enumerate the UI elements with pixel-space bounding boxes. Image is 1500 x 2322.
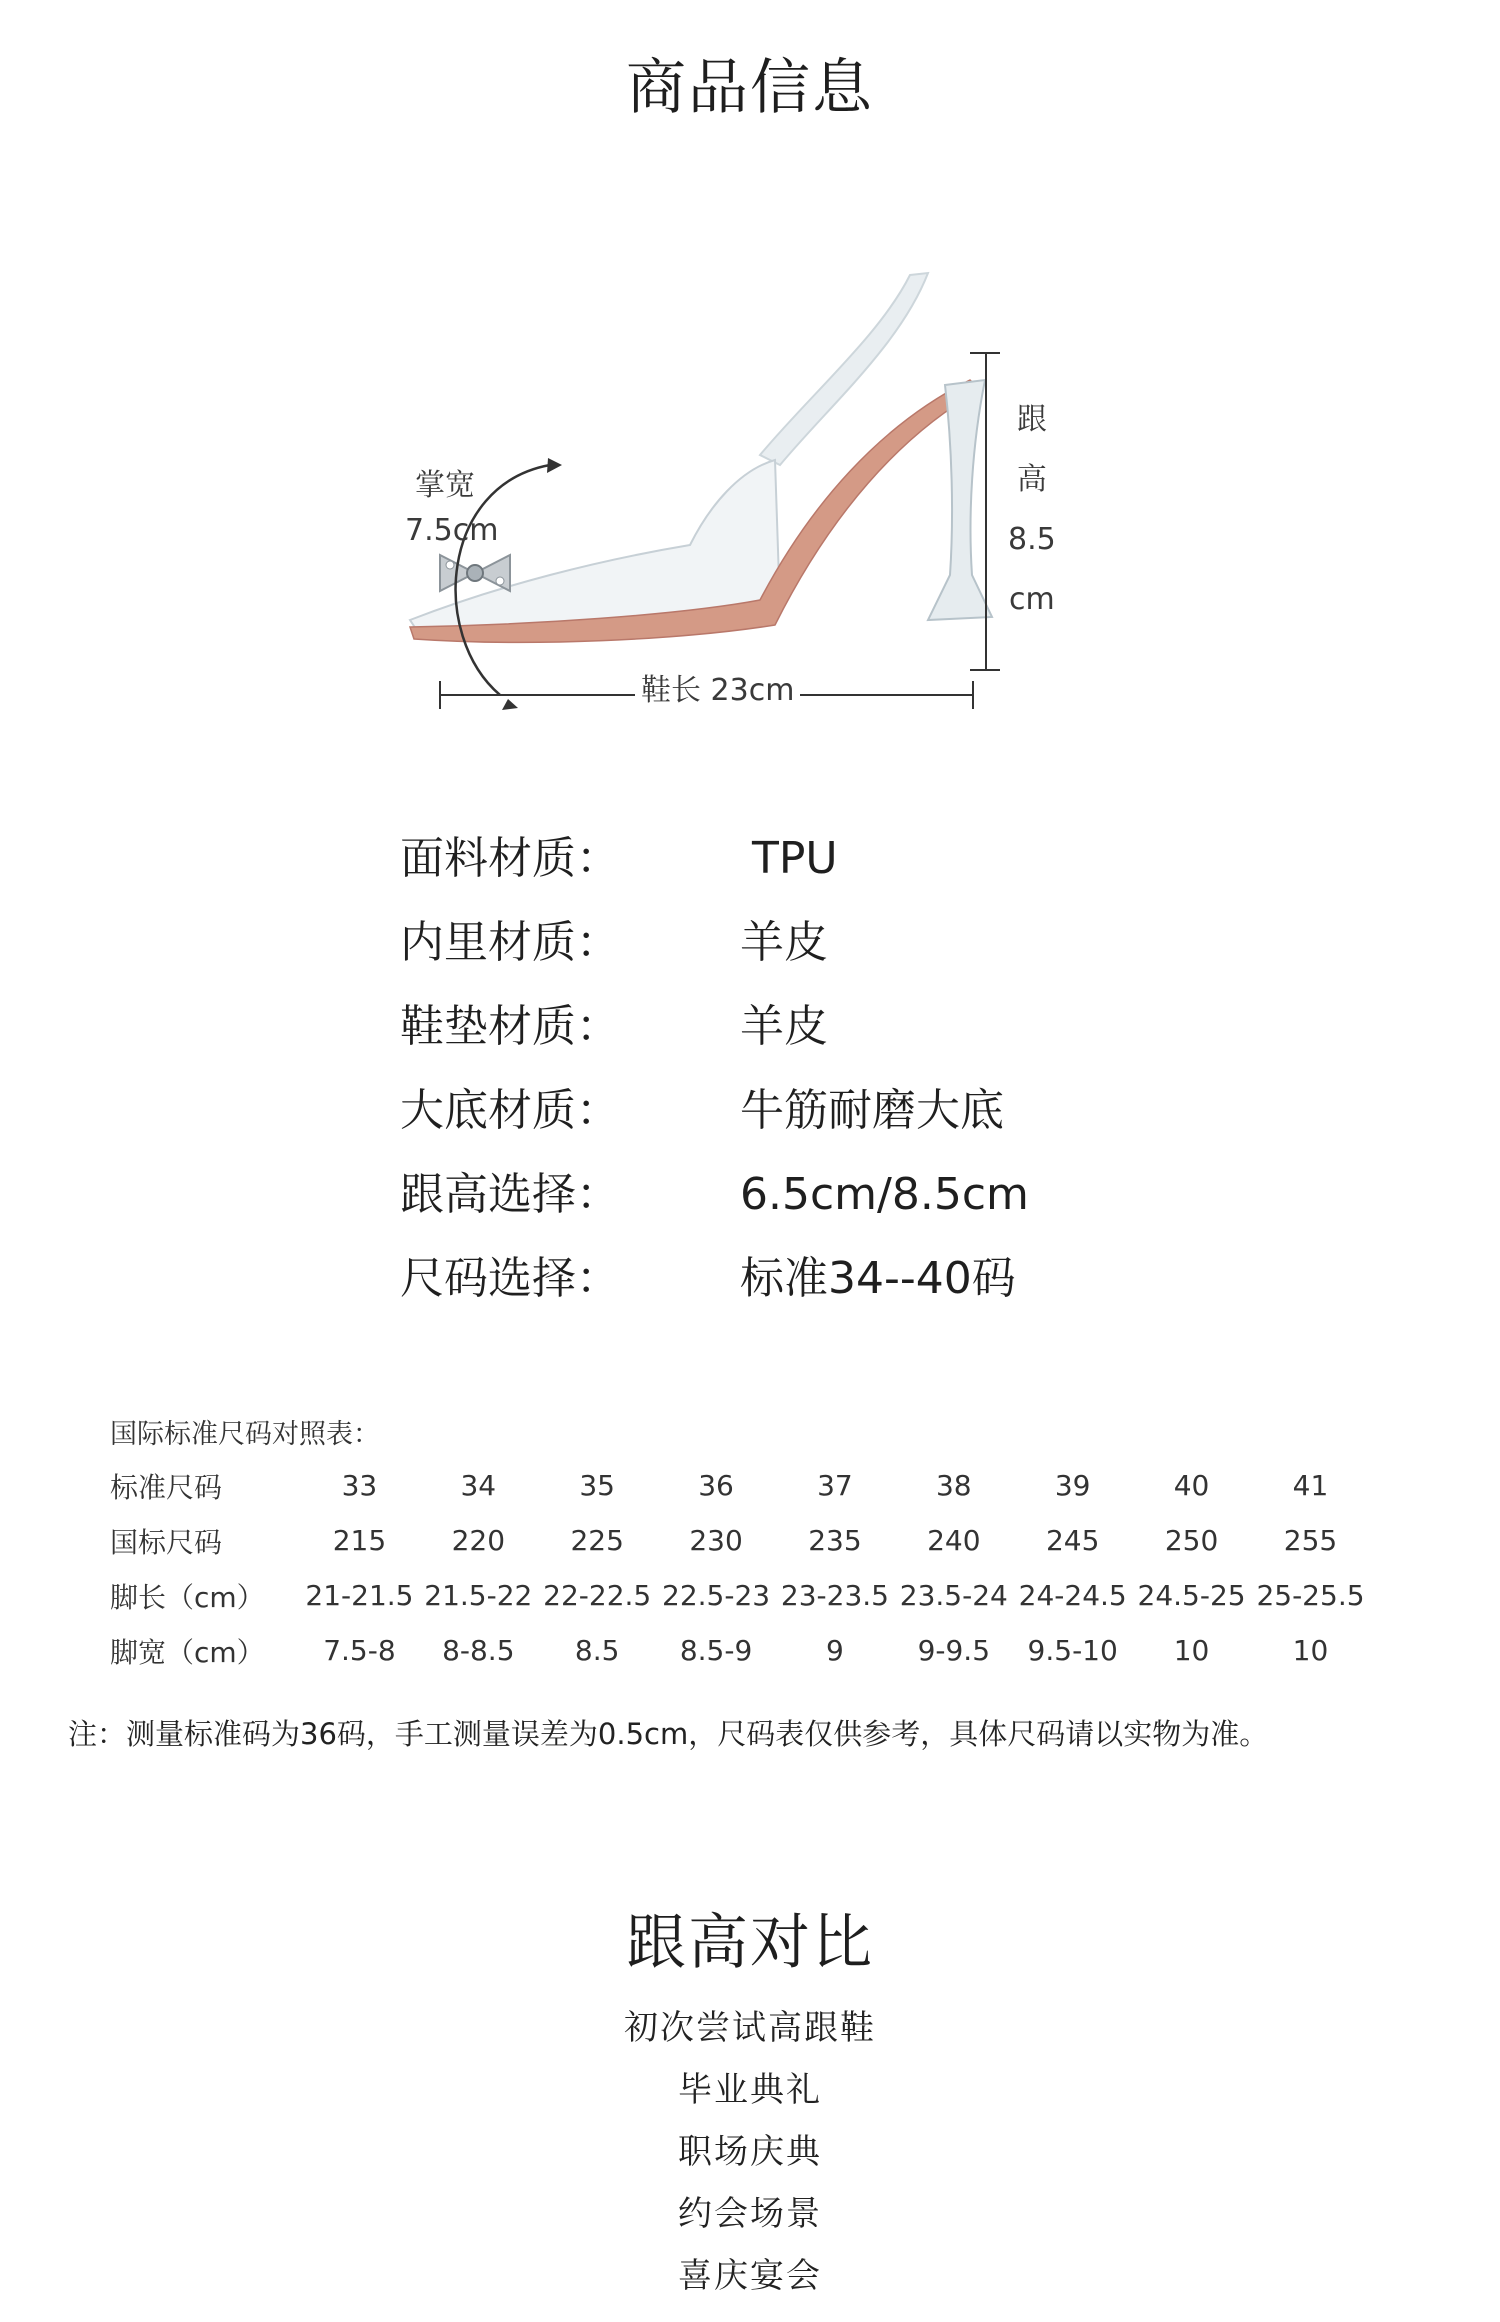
row-header: 国标尺码 xyxy=(110,1525,223,1559)
page-title: 商品信息 xyxy=(626,53,874,123)
spec-row xyxy=(400,906,828,970)
table-cell: 8-8.5 xyxy=(442,1634,515,1667)
table-cell: 8.5 xyxy=(574,1634,620,1667)
spec-value: 羊皮 xyxy=(740,1001,828,1052)
crystal-bow-icon xyxy=(440,555,510,591)
table-cell: 23.5-24 xyxy=(899,1579,1008,1612)
table-cell: 255 xyxy=(1283,1524,1338,1557)
table-cell: 9 xyxy=(826,1634,844,1667)
heel-label-char: 高 xyxy=(1016,462,1047,497)
spec-value: 牛筋耐磨大底 xyxy=(740,1085,1004,1136)
table-cell: 230 xyxy=(689,1524,743,1557)
occasion-item: 毕业典礼 xyxy=(678,2070,822,2110)
table-cell: 250 xyxy=(1164,1524,1219,1557)
table-row xyxy=(100,1458,1370,1513)
table-cell: 9.5-10 xyxy=(1027,1634,1118,1667)
spec-label: 面料材质： xyxy=(400,833,620,884)
table-cell: 240 xyxy=(927,1524,981,1557)
spec-row xyxy=(400,1158,1029,1222)
row-header: 脚宽（cm） xyxy=(110,1635,265,1669)
table-cell: 10 xyxy=(1173,1634,1210,1667)
spec-value: 羊皮 xyxy=(740,917,828,968)
table-cell: 38 xyxy=(935,1469,972,1502)
table-cell: 220 xyxy=(451,1524,506,1557)
occasion-item: 约会场景 xyxy=(678,2194,822,2234)
table-cell: 245 xyxy=(1045,1524,1100,1557)
spec-row xyxy=(400,990,828,1054)
palm-width-label-line2: 7.5cm xyxy=(405,513,499,548)
spec-row xyxy=(400,1074,1004,1138)
occasion-item: 喜庆宴会 xyxy=(678,2256,822,2296)
table-cell: 9-9.5 xyxy=(917,1634,991,1667)
table-cell: 10 xyxy=(1292,1634,1329,1667)
table-cell: 23-23.5 xyxy=(780,1579,889,1612)
table-cell: 39 xyxy=(1054,1469,1091,1502)
table-cell: 215 xyxy=(332,1524,387,1557)
spec-label: 鞋垫材质： xyxy=(400,1001,620,1052)
heel-label-char: 跟 xyxy=(1016,402,1047,437)
table-cell: 235 xyxy=(808,1524,862,1557)
heel-height-label xyxy=(1008,390,1056,630)
row-header: 标准尺码 xyxy=(110,1470,223,1504)
table-cell: 22.5-23 xyxy=(662,1579,771,1612)
spec-label: 内里材质： xyxy=(400,917,620,968)
spec-label: 跟高选择： xyxy=(400,1169,620,1220)
spec-value: 标准34--40码 xyxy=(740,1253,1016,1304)
table-row xyxy=(100,1568,1370,1623)
table-cell: 24.5-25 xyxy=(1137,1579,1246,1612)
shoe-dimension-figure xyxy=(380,255,1120,715)
occasion-item: 职场庆典 xyxy=(678,2132,822,2172)
size-chart-table xyxy=(100,1458,1370,1678)
table-cell: 37 xyxy=(817,1469,853,1502)
table-cell: 40 xyxy=(1173,1469,1210,1502)
table-cell: 22-22.5 xyxy=(543,1579,652,1612)
occasion-item: 初次尝试高跟鞋 xyxy=(624,2008,876,2048)
table-cell: 36 xyxy=(698,1469,734,1502)
spec-label: 大底材质： xyxy=(400,1085,620,1136)
table-row xyxy=(100,1513,1370,1568)
palm-width-label-line1: 掌宽 xyxy=(415,468,475,503)
table-cell: 24-24.5 xyxy=(1018,1579,1127,1612)
table-cell: 41 xyxy=(1292,1469,1329,1502)
table-cell: 7.5-8 xyxy=(323,1634,396,1667)
table-cell: 35 xyxy=(579,1469,615,1502)
spec-value: 6.5cm/8.5cm xyxy=(740,1169,1029,1220)
size-note: 注：测量标准码为36码，手工测量误差为0.5cm，尺码表仅供参考，具体尺码请以实物为准。 xyxy=(68,1717,1269,1751)
heel-label-char: cm xyxy=(1009,582,1055,617)
spec-value: TPU xyxy=(752,833,838,884)
spec-row xyxy=(400,822,838,886)
spec-row xyxy=(400,1242,1016,1306)
table-cell: 8.5-9 xyxy=(679,1634,753,1667)
table-cell: 21.5-22 xyxy=(424,1579,533,1612)
table-cell: 33 xyxy=(341,1469,378,1502)
heel-label-char: 8.5 xyxy=(1008,522,1056,557)
table-cell: 34 xyxy=(460,1469,497,1502)
size-chart-title: 国际标准尺码对照表： xyxy=(110,1419,380,1450)
table-cell: 225 xyxy=(570,1524,624,1557)
table-row xyxy=(100,1623,1370,1678)
spec-label: 尺码选择： xyxy=(400,1253,620,1304)
shoe-length-label: 鞋长 23cm xyxy=(635,665,800,709)
row-header: 脚长（cm） xyxy=(110,1580,265,1614)
table-cell: 21-21.5 xyxy=(305,1579,414,1612)
section-title-heel-compare: 跟高对比 xyxy=(626,1908,874,1978)
table-cell: 25-25.5 xyxy=(1256,1579,1365,1612)
